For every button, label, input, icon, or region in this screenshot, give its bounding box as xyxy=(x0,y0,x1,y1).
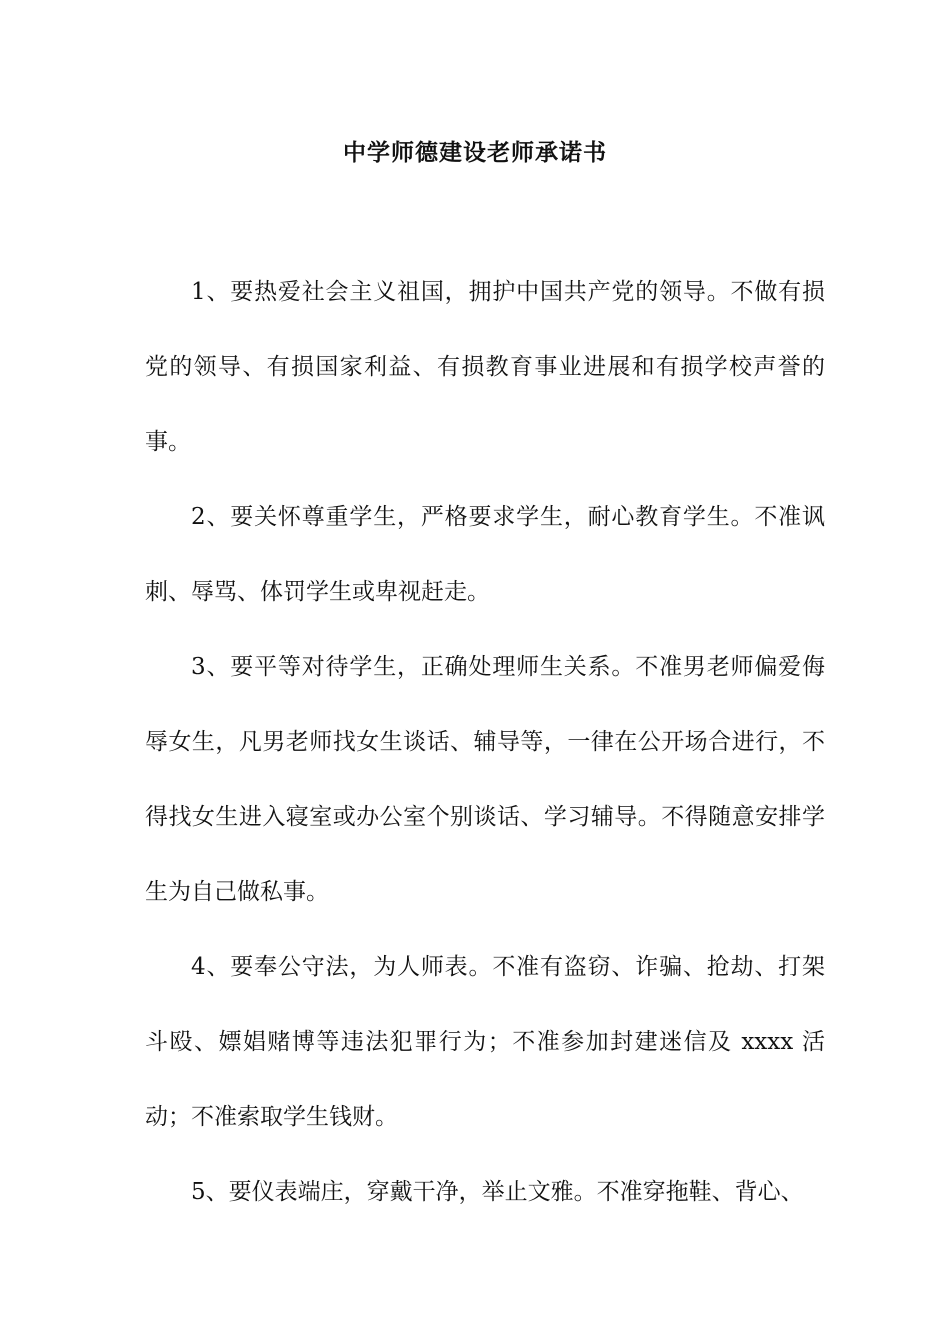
paragraph-5: 5、要仪表端庄，穿戴干净，举止文雅。不准穿拖鞋、背心、 xyxy=(191,1179,804,1205)
paragraph-1: 1、要热爱社会主义祖国，拥护中国共产党的领导。不做有损党的领导、有损国家利益、有损教育事业进展和有损学校声誉的事。 xyxy=(145,279,825,455)
document-title: 中学师德建设老师承诺书 xyxy=(343,139,607,166)
paragraph-2: 2、要关怀尊重学生，严格要求学生，耐心教育学生。不准讽刺、辱骂、体罚学生或卑视赶走。 xyxy=(145,504,825,605)
paragraph-4: 4、要奉公守法，为人师表。不准有盗窃、诈骗、抢劫、打架斗殴、嫖娼赌博等违法犯罪行为；不准参加封建迷信及 xxxx 活动；不准索取学生钱财。 xyxy=(145,954,825,1130)
paragraph-3: 3、要平等对待学生，正确处理师生关系。不准男老师偏爱侮辱女生，凡男老师找女生谈话、辅导等，一律在公开场合进行，不得找女生进入寝室或办公室个别谈话、学习辅导。不得随意安排学生为自己做私事。 xyxy=(145,654,825,905)
document-body xyxy=(145,255,825,1230)
